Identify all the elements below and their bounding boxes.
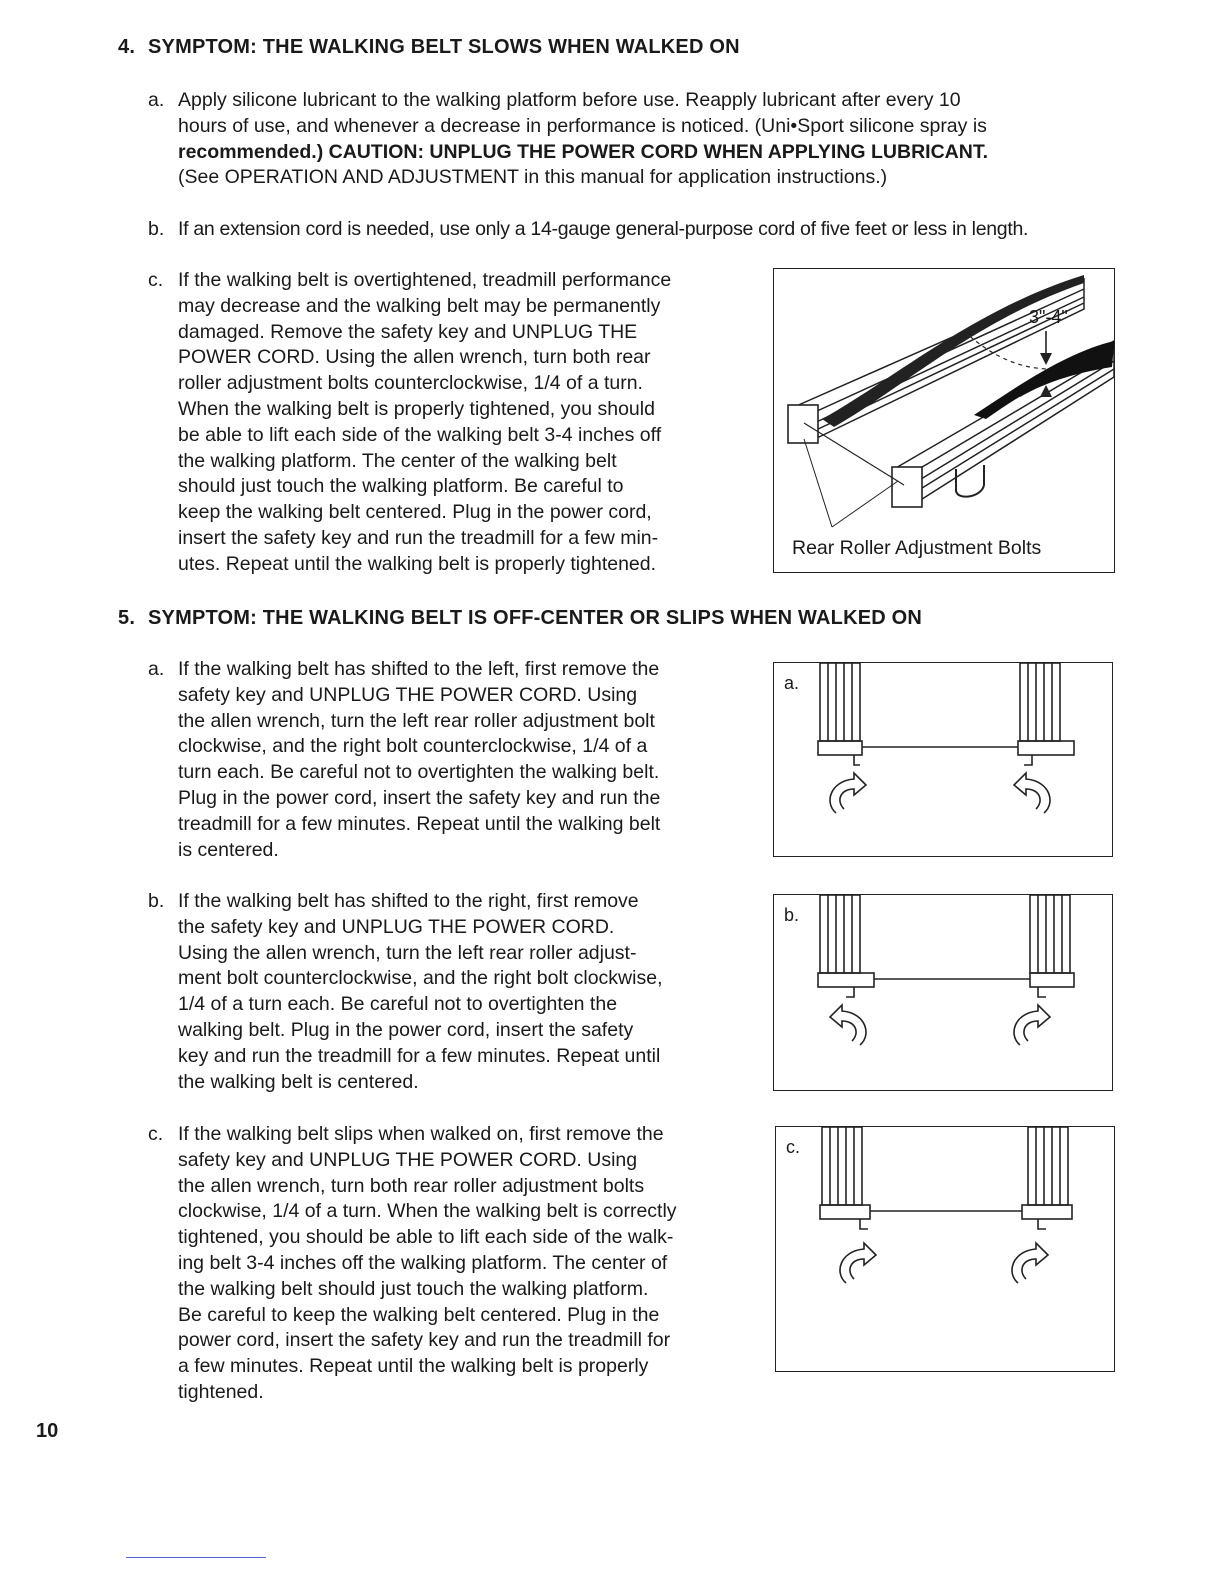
item-text — [178, 657, 660, 863]
figure-label: b. — [784, 905, 800, 925]
text-line: If the walking belt has shifted to the left, first remove the — [178, 658, 660, 680]
text-line: Using the allen wrench, turn the left rear roller adjust- — [178, 941, 637, 964]
section-5-heading — [118, 607, 922, 630]
text-line: insert the safety key and run the treadmill for a few min- — [178, 526, 659, 549]
item-letter: c. — [148, 1123, 164, 1145]
text-line: tightened, you should be able to lift each side of the walk- — [178, 1226, 674, 1249]
text-line: is centered. — [178, 838, 279, 861]
text-line: safety key and UNPLUG THE POWER CORD. Using — [178, 683, 638, 706]
text-line: tightened. — [178, 1380, 264, 1403]
section-title: SYMPTOM: THE WALKING BELT SLOWS WHEN WALKED ON — [148, 36, 740, 58]
figure-label: c. — [786, 1137, 801, 1157]
item-text — [178, 217, 1028, 243]
item-text — [178, 1122, 677, 1406]
page-number: 10 — [36, 1420, 59, 1442]
text-line: the walking belt is centered. — [178, 1070, 419, 1093]
section-number: 5. — [118, 607, 136, 629]
item-letter: a. — [148, 658, 165, 680]
text-line: walking belt. Plug in the power cord, insert the safety — [178, 1018, 634, 1041]
text-line: roller adjustment bolts counterclockwise, 1/4 of a turn. — [178, 372, 643, 395]
footer-rule — [126, 1557, 266, 1558]
roller-diagram-b — [774, 895, 1112, 1090]
text-line: key and run the treadmill for a few minutes. Repeat until — [178, 1044, 661, 1067]
item-text — [178, 889, 662, 1095]
text-line: keep the walking belt centered. Plug in the power cord, — [178, 501, 652, 524]
text-line: be able to lift each side of the walking belt 3-4 inches off — [178, 423, 662, 446]
figure-label: a. — [784, 673, 800, 693]
figure-c — [775, 1126, 1115, 1372]
text-line: ment bolt counterclockwise, and the right bolt clockwise, — [178, 967, 663, 990]
text-line: a few minutes. Repeat until the walking belt is properly — [178, 1355, 649, 1378]
text-line: If the walking belt has shifted to the right, first remove — [178, 890, 639, 912]
text-line: turn each. Be careful not to overtighten the walking belt. — [178, 761, 660, 784]
figure-caption: Rear Roller Adjustment Bolts — [792, 537, 1042, 559]
text-line: If an extension cord is needed, use only a 14-gauge general-purpose cord of five feet or less in length. — [178, 218, 1029, 240]
text-line: clockwise, and the right bolt counterclockwise, 1/4 of a — [178, 735, 648, 758]
text-line: 1/4 of a turn each. Be careful not to overtighten the — [178, 993, 618, 1016]
left-end-cap — [788, 405, 818, 443]
text-line: Apply silicone lubricant to the walking platform before use. Reapply lubricant after every 10 — [178, 89, 961, 111]
text-line: the walking platform. The center of the walking belt — [178, 449, 617, 472]
text-line: hours of use, and whenever a decrease in performance is noticed. (Uni•Sport silicone spray is — [178, 114, 987, 137]
text-line: the safety key and UNPLUG THE POWER CORD. — [178, 915, 615, 938]
measure-label: 3"-4" — [1029, 307, 1068, 327]
text-line: the allen wrench, turn both rear roller adjustment bolts — [178, 1174, 645, 1197]
item-letter: b. — [148, 890, 165, 912]
text-line: When the walking belt is properly tightened, you should — [178, 397, 655, 420]
text-line: If the walking belt is overtightened, treadmill performance — [178, 269, 672, 291]
section-number: 4. — [118, 36, 136, 58]
text-line: should just touch the walking platform. Be careful to — [178, 475, 624, 498]
section-4-heading — [118, 36, 740, 59]
item-text — [178, 268, 671, 578]
roller-diagram-c — [776, 1127, 1114, 1371]
text-line: treadmill for a few minutes. Repeat until the walking belt — [178, 812, 661, 835]
right-end-cap — [892, 467, 922, 507]
item-text — [178, 88, 988, 191]
caution-text: recommended.) CAUTION: UNPLUG THE POWER CORD WHEN APPLYING LUBRICANT. — [178, 140, 989, 163]
text-line: Be careful to keep the walking belt centered. Plug in the — [178, 1303, 660, 1326]
rear-roller-figure — [773, 268, 1115, 573]
text-line: may decrease and the walking belt may be permanently — [178, 294, 661, 317]
text-line: the allen wrench, turn the left rear roller adjustment bolt — [178, 709, 655, 732]
text-line: utes. Repeat until the walking belt is properly tightened. — [178, 552, 657, 575]
item-letter: b. — [148, 218, 165, 240]
text-line: damaged. Remove the safety key and UNPLUG THE — [178, 320, 638, 343]
text-line: power cord, insert the safety key and run the treadmill for — [178, 1329, 671, 1352]
text-line: POWER CORD. Using the allen wrench, turn both rear — [178, 346, 651, 369]
item-letter: a. — [148, 89, 165, 111]
text-line — [178, 140, 988, 166]
text-line: If the walking belt slips when walked on, first remove the — [178, 1123, 664, 1145]
item-letter: c. — [148, 269, 164, 291]
section-title: SYMPTOM: THE WALKING BELT IS OFF-CENTER OR SLIPS WHEN WALKED ON — [148, 607, 923, 629]
roller-diagram-a — [774, 663, 1112, 856]
text-line: clockwise, 1/4 of a turn. When the walking belt is correctly — [178, 1200, 677, 1223]
figure-a — [773, 662, 1113, 857]
text-line: Plug in the power cord, insert the safety key and run the — [178, 786, 661, 809]
figure-b — [773, 894, 1113, 1091]
text-line: ing belt 3-4 inches off the walking platform. The center of — [178, 1251, 668, 1274]
text-line: (See OPERATION AND ADJUSTMENT in this manual for application instructions.) — [178, 166, 888, 189]
text-line: the walking belt should just touch the walking platform. — [178, 1277, 649, 1300]
text-line: safety key and UNPLUG THE POWER CORD. Using — [178, 1148, 638, 1171]
